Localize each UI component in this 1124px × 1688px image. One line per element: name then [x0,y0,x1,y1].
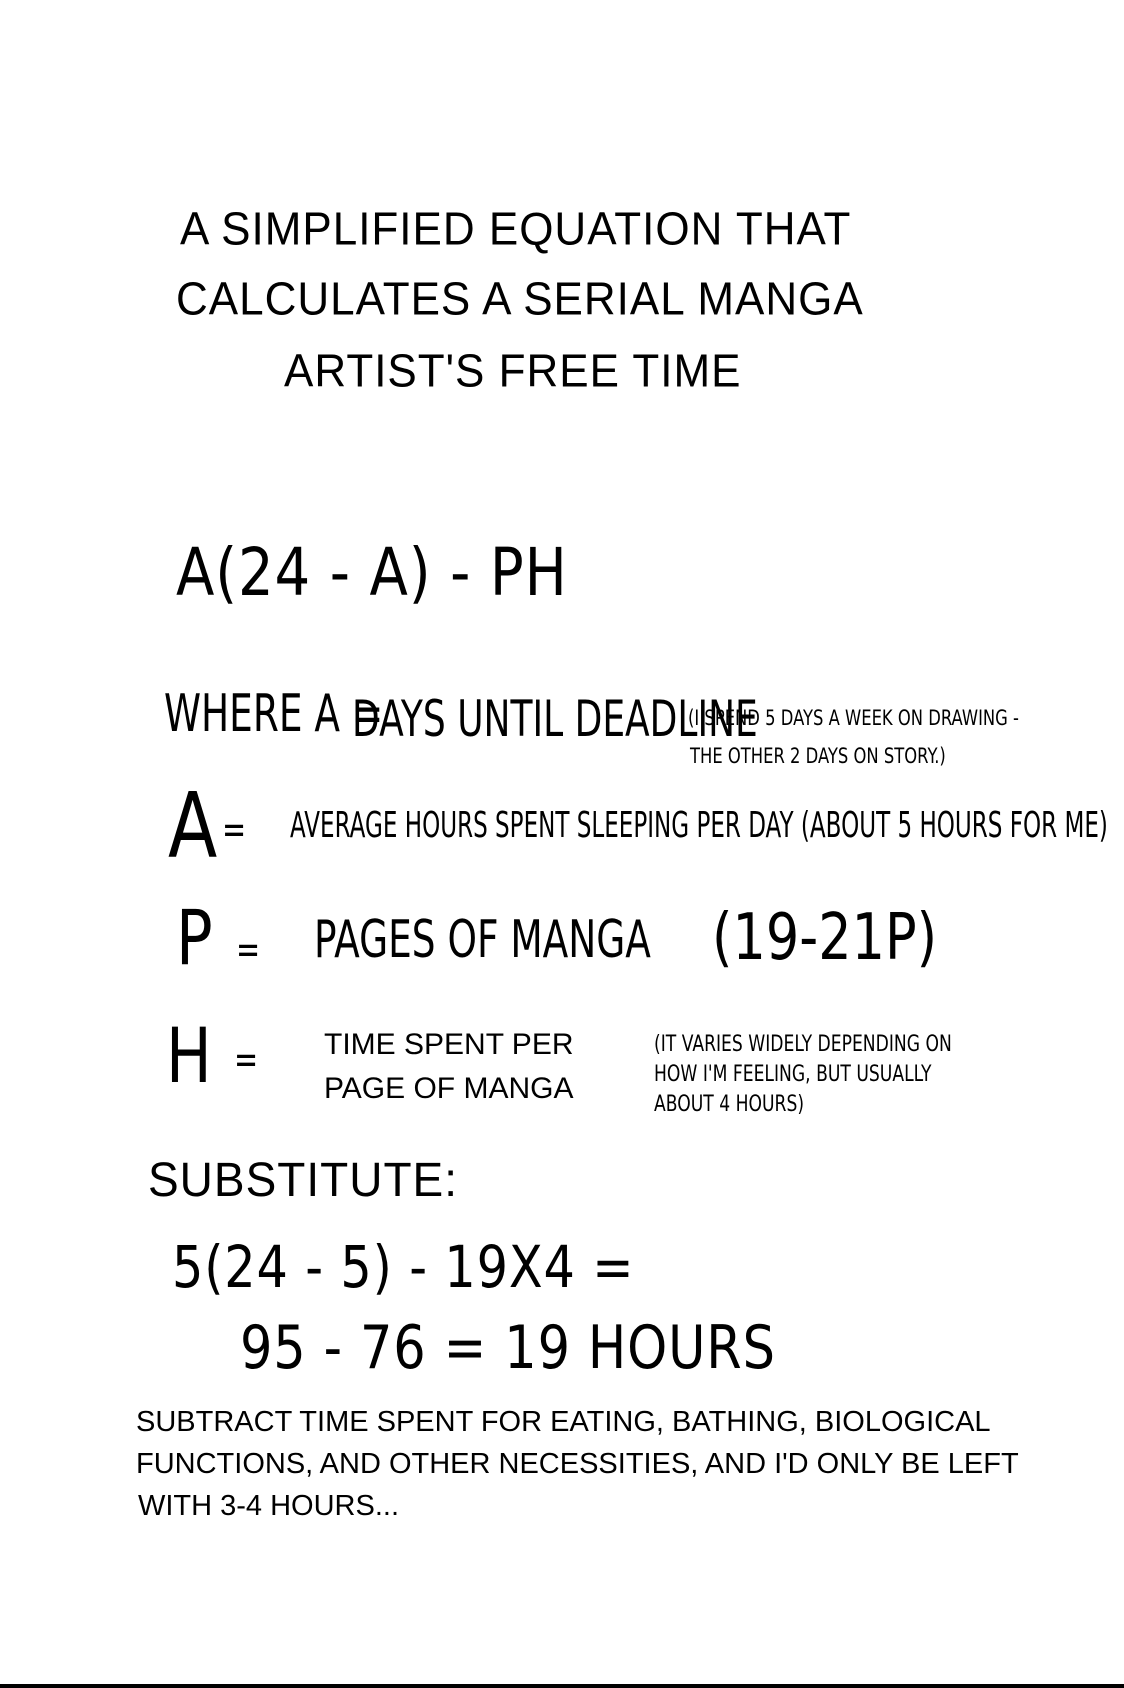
substitute-line-2: 95 - 76 = 19 HOURS [240,1313,776,1383]
title-line-2: CALCULATES A SERIAL MANGA [176,273,864,326]
where-a-note-line-1: (I SPEND 5 DAYS A WEEK ON DRAWING - [688,706,1019,730]
conclusion-line-3: WITH 3-4 HOURS... [138,1490,400,1522]
where-a-note-line-2: THE OTHER 2 DAYS ON STORY.) [690,744,946,768]
h-equals: = [234,1037,259,1083]
a-letter: A [168,774,218,879]
h-note-line-3: ABOUT 4 HOURS) [654,1092,805,1117]
p-letter: P [176,893,213,982]
h-definition-line-1: TIME SPENT PER [324,1028,574,1061]
formula: A(24 - A) - PH [176,534,568,611]
p-definition: PAGES OF MANGA [314,910,651,970]
a-definition: AVERAGE HOURS SPENT SLEEPING PER DAY (ABOUT 5 HOURS FOR ME) [290,805,1108,846]
substitute-line-1: 5(24 - 5) - 19X4 = [172,1233,635,1301]
h-note-line-2: HOW I'M FEELING, BUT USUALLY [654,1062,932,1087]
substitute-label: SUBSTITUTE: [148,1151,459,1207]
p-equals: = [236,927,261,973]
title-line-1: A SIMPLIFIED EQUATION THAT [180,203,852,256]
p-note: (19-21P) [712,901,938,975]
conclusion-line-2: FUNCTIONS, AND OTHER NECESSITIES, AND I'D ONLY BE LEFT [136,1448,1019,1480]
h-definition-line-2: PAGE OF MANGA [324,1072,574,1105]
h-letter: H [166,1011,212,1100]
h-note-line-1: (IT VARIES WIDELY DEPENDING ON [654,1032,952,1057]
conclusion-line-1: SUBTRACT TIME SPENT FOR EATING, BATHING, BIOLOGICAL [136,1406,991,1438]
title-line-3: ARTIST'S FREE TIME [284,345,742,398]
where-a-text: DAYS UNTIL DEADLINE [352,690,758,748]
a-equals: = [222,807,247,853]
where-a-prefix: WHERE A = [164,684,384,744]
bottom-border [0,1684,1124,1688]
